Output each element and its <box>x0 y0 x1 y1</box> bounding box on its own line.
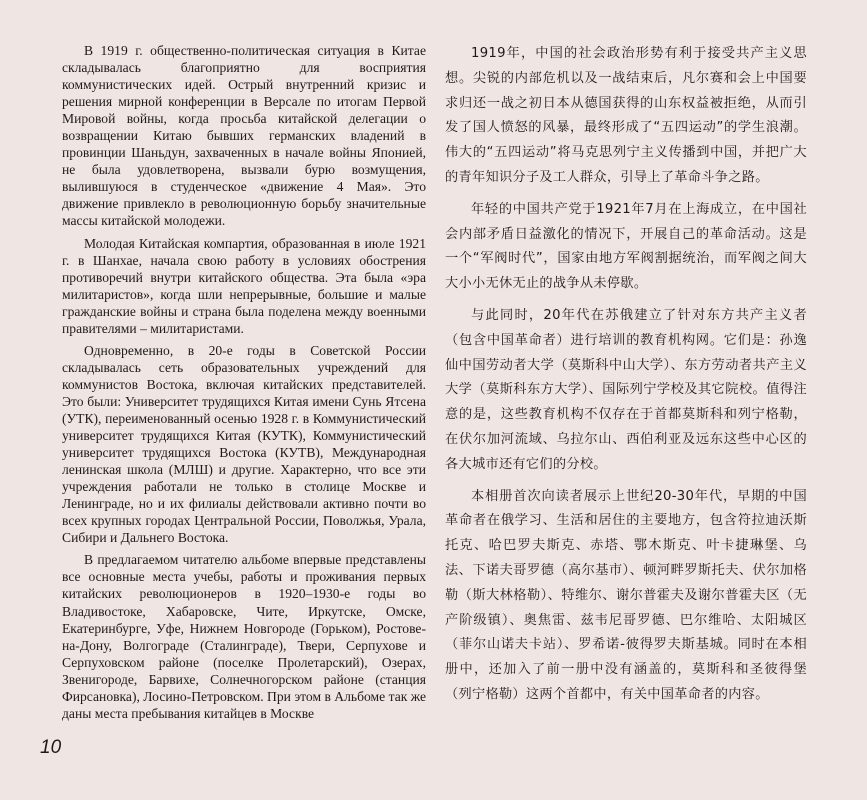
russian-text-column <box>62 42 426 727</box>
ru-paragraph-2: Молодая Китайская компартия, образованная в июле 1921 г. в Шанхае, начала свою работу в условиях обострения противоречий внутри китайского общества. Эта была «эра милитаристов», когда шли непрерывные, большие и малые гражданские войны и страна была поделена между военными правителями – милитаристами. <box>62 235 426 336</box>
zh-paragraph-4: 本相册首次向读者展示上世纪20-30年代，早期的中国革命者在俄学习、生活和居住的主要地方，包含符拉迪沃斯托克、哈巴罗夫斯克、赤塔、鄂木斯克、叶卡捷琳堡、乌法、下诺夫哥罗德（高尔基市）、顿河畔罗斯托夫、伏尔加格勒（斯大林格勒）、特维尔、谢尔普霍夫及谢尔普霍夫区（无产阶级镇）、奥焦雷、兹韦尼哥罗德、巴尔维哈、太阳城区（菲尔山诺夫卡站）、罗希诺-彼得罗夫斯基城。同时在本相册中，还加入了前一册中没有涵盖的，莫斯科和圣彼得堡（列宁格勒）这两个首都中，有关中国革命者的内容。 <box>445 488 807 702</box>
zh-paragraph-1: 1919年，中国的社会政治形势有利于接受共产主义思想。尖锐的内部危机以及一战结束后，凡尔赛和会上中国要求归还一战之初日本从德国获得的山东权益被拒绝，从而引发了国人愤怒的风暴，最终形成了“五四运动”的学生浪潮。伟大的“五四运动”将马克思列宁主义传播到中国，并把广大的青年知识分子及工人群众，引导上了革命斗争之路。 <box>445 46 807 185</box>
zh-paragraph-3: 与此同时，20年代在苏俄建立了针对东方共产主义者（包含中国革命者）进行培训的教育机构网。它们是：孙逸仙中国劳动者大学（莫斯科中山大学）、东方劳动者共产主义大学（莫斯科东方大学）、国际列宁学校及其它院校。值得注意的是，这些教育机构不仅存在于首都莫斯科和列宁格勒，在伏尔加河流域、乌拉尔山、西伯利亚及远东这些中心区的各大城市还有它们的分校。 <box>445 307 807 472</box>
zh-paragraph-2: 年轻的中国共产党于1921年7月在上海成立，在中国社会内部矛盾日益激化的情况下，开展自己的革命活动。这是一个“军阀时代”，国家由地方军阀割据统治，而军阀之间大大小小无休无止的战争从未停歇。 <box>445 201 807 292</box>
page-number: 10 <box>40 737 62 758</box>
chinese-text-column <box>445 42 807 715</box>
ru-paragraph-1: В 1919 г. общественно-политическая ситуация в Китае складывалась благоприятно для восприятия коммунистических идей. Острый внутренний кризис и решения мирной конференции в Версале по итогам Первой Мировой войны, когда просьба китайской делегации о возвращении Китаю бывших германских владений в провинции Шаньдун, захваченных в начале войны Японией, не была удовлетворена, вызвали бурю возмущения, вылившуюся в студенческое «движение 4 Мая». Это движение привлекло в революционную борьбу значительные массы китайской молодежи. <box>62 43 426 229</box>
ru-paragraph-3: Одновременно, в 20-е годы в Советской России складывалась сеть образовательных учреждений для коммунистов Востока, включая китайских представителей. Это были: Университет трудящихся Китая имени Сунь Ятсена (УТК), переименованный осенью 1928 г. в Коммунистический университет трудящихся Китая (КУТК), Коммунистический университет трудящихся Востока (КУТВ), Международная ленинская школа (МЛШ) и другие. Характерно, что все эти учреждения работали не только в столице Москве и Ленинграде, но и их филиалы действовали активно почти во всех крупных городах Центральной России, Поволжья, Урала, Сибири и Дальнего Востока. <box>62 342 426 546</box>
ru-paragraph-4: В предлагаемом читателю альбоме впервые представлены все основные места учебы, работы и проживания первых китайских революционеров в 1920–1930-е годы во Владивостоке, Хабаровске, Чите, Иркутске, Омске, Екатеринбурге, Уфе, Нижнем Новгороде (Горьком), Ростове-на-Дону, Волгограде (Сталинграде), Твери, Серпухове и Серпуховском районе (поселке Пролетарский), Озерах, Звенигороде, Барвихе, Солнечногорском районе (станция Фирсановка), Лосино-Петровском. При этом в Альбоме так же даны места пребывания китайцев в Москве <box>62 552 426 721</box>
